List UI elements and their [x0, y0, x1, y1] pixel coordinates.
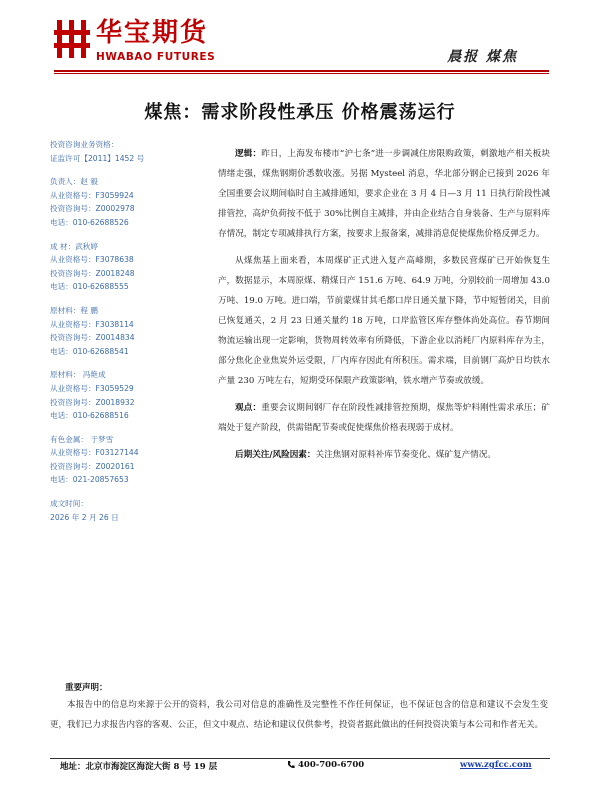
- fundamentals-text: 从煤焦基上面来看，本周煤矿正式进入复产高峰期，多数民营煤矿已开始恢复生产，数据显示，本周原煤、精煤日产 151.6 万吨、64.9 万吨，分别较前一周增加 43.0 万吨、19.0 万吨。进口端，节前蒙煤甘其毛都口岸日通关量下降，节中短暂闭关，目前已恢复通关，2 月 23 日通关量约 18 万吨，口岸监管区库存整体尚处高位。春节期间物流运输出现一定影响，货物周转效率有所降低，下游企业以消耗厂内原料库存为主，部分焦化企业焦炭外运受限，厂内库存因此有所积压。需求端，目前钢厂高炉日均铁水产量 230 万吨左右，短期受环保限产政策影响，铁水增产节奏或放缓。: [218, 256, 550, 386]
- company-logo: [54, 18, 234, 64]
- analyst-name: 成 材：武秋婷: [50, 241, 98, 251]
- analyst-phone: 电话：010-62688516: [50, 411, 129, 421]
- analyst-block: [50, 240, 210, 294]
- analyst-name: 原材料：程 鹏: [50, 305, 98, 315]
- analyst-block: [50, 368, 210, 422]
- header-divider-thin: [54, 73, 549, 74]
- risk-paragraph: [218, 445, 550, 465]
- risk-text: 关注焦钢对原料补库节奏变化、煤矿复产情况。: [315, 450, 496, 460]
- analyst-consult-no: 投资咨询号：Z0018248: [50, 268, 135, 278]
- analyst-phone: 电话：010-62688541: [50, 346, 129, 356]
- report-date: 2026 年 2 月 26 日: [50, 512, 119, 522]
- analyst-license: 从业资格号：F3059924: [50, 190, 134, 200]
- logic-label: 逻辑：: [235, 149, 262, 159]
- logo-chinese-name: 华宝期货: [96, 18, 209, 48]
- analyst-sidebar: [50, 138, 210, 534]
- qualification-block: [50, 138, 210, 165]
- analyst-consult-no: 投资咨询号：Z0002978: [50, 204, 135, 214]
- logic-text: 昨日，上海发布楼市“沪七条”进一步调减住房限购政策，刺激地产相关板块情绪走强，煤焦钢期价悉数收涨。另据 Mysteel 消息，华北部分钢企已接到 2026 年全国重要会议期间临时自主减排通知，要求企业在 3 月 4 日—3 月 11 日执行阶段性减排管控，高炉负荷按不低于 30%比例自主减排，并由企业结合自身装备、生产与原料库存情况，制定专项减排执行方案，按要求上报备案，减排消息促使煤焦价格反弹乏力。: [218, 149, 550, 239]
- analyst-consult-no: 投资咨询号：Z0020161: [50, 461, 135, 471]
- report-title: 煤焦：需求阶段性承压 价格震荡运行: [144, 102, 456, 123]
- analyst-block: [50, 433, 210, 487]
- analyst-consult-no: 投资咨询号：Z0014834: [50, 333, 135, 343]
- footer-phone-block: [287, 760, 364, 770]
- footer-website-link[interactable]: www.zgfcc.com: [460, 760, 532, 770]
- logo-english-name: HWABAO FUTURES: [96, 51, 216, 63]
- report-category-tag: 晨报 煤焦: [447, 49, 518, 65]
- analyst-license: 从业资格号：F3078638: [50, 255, 134, 265]
- footer-address: 地址：北京市海淀区海淀大街 8 号 19 层: [60, 762, 218, 772]
- footer-phone: 400-700-6700: [298, 760, 365, 770]
- phone-icon: [287, 760, 295, 769]
- analyst-block: [50, 175, 210, 229]
- analyst-license: 从业资格号：F3059529: [50, 383, 134, 393]
- disclaimer-body: 本报告中的信息均来源于公开的资料，我公司对信息的准确性及完整性不作任何保证，也不保证包含的信息和建议不会发生变更，我们已力求报告内容的客观、公正，但文中观点、结论和建议仅供参考，投资者据此做出的任何投资决策与本公司和作者无关。: [50, 700, 548, 730]
- qualification-label: 投资咨询业务资格：: [50, 140, 119, 149]
- analyst-name: 负责人：赵 毅: [50, 177, 98, 187]
- view-text: 重要会议期间钢厂存在阶段性减排管控预期，煤焦等炉料刚性需求承压；矿端处于复产阶段，供需错配节奏或促使煤焦价格表现弱于成材。: [218, 403, 550, 433]
- analyst-name: 原材料： 冯艳成: [50, 370, 106, 380]
- qualification-license: 证监许可【2011】1452 号: [50, 153, 145, 163]
- view-label: 观点：: [235, 403, 262, 413]
- risk-label: 后期关注/风险因素：: [235, 450, 316, 460]
- analyst-consult-no: 投资咨询号：Z0018932: [50, 397, 135, 407]
- analyst-phone: 电话：010-62688526: [50, 217, 129, 227]
- date-block: [50, 497, 210, 524]
- analyst-block: [50, 304, 210, 358]
- analyst-license: 从业资格号：F03127144: [50, 448, 139, 458]
- analyst-license: 从业资格号：F3038114: [50, 319, 134, 329]
- analyst-name: 有色金属： 于梦雪: [50, 434, 114, 444]
- footer-divider: [50, 758, 550, 759]
- view-paragraph: [218, 398, 550, 438]
- analyst-phone: 电话：010-62688555: [50, 282, 129, 292]
- report-body: [218, 144, 550, 472]
- fundamentals-paragraph: [218, 251, 550, 391]
- hwabao-logo-icon: [54, 18, 90, 60]
- date-label: 成文时间：: [50, 499, 88, 509]
- analyst-phone: 电话：021-20857653: [50, 475, 129, 485]
- logic-paragraph: [218, 144, 550, 244]
- header-divider: [54, 70, 549, 72]
- disclaimer-title: 重要声明：: [65, 683, 108, 693]
